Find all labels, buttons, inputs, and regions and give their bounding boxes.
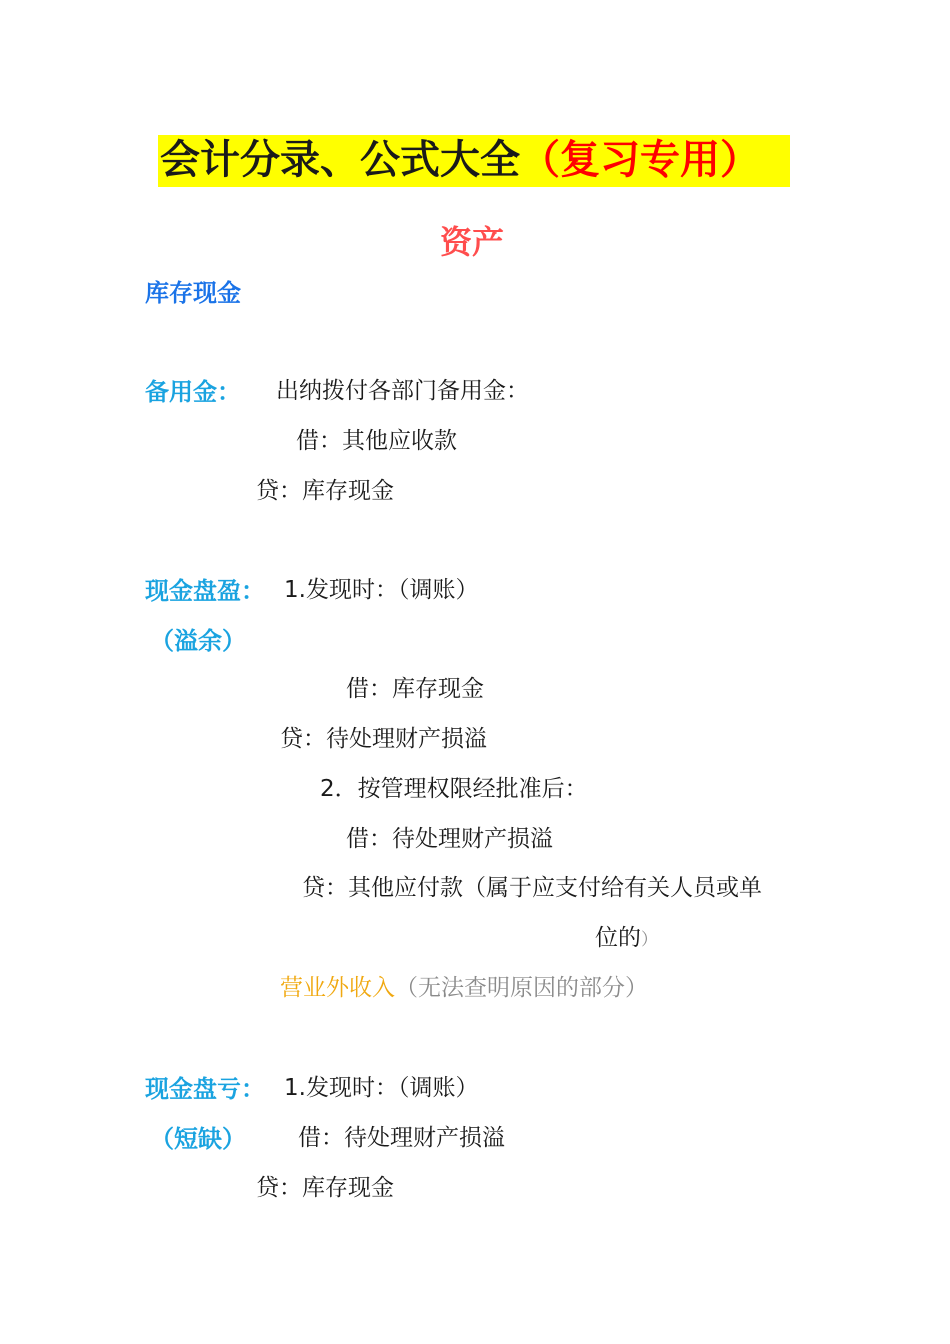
cash-surplus-step2-credit: 贷：其他应付款（属于应支付给有关人员或单 [302, 875, 762, 901]
cash-shortage-step1-debit: 借：待处理财产损溢 [298, 1125, 505, 1151]
cash-surplus-step1: 1.发现时：（调账） [284, 577, 479, 603]
title-main-text: 会计分录、公式大全 [160, 137, 520, 183]
other-income-label: 营业外收入 [280, 975, 395, 1001]
cash-surplus-other-income-line [280, 977, 648, 1000]
document-title [160, 137, 760, 183]
petty-cash-credit: 贷：库存现金 [256, 478, 394, 504]
other-income-note: （无法查明原因的部分） [395, 975, 648, 1001]
cash-surplus-cont-paren: ） [641, 930, 658, 950]
cash-shortage-step1-credit: 贷：库存现金 [256, 1175, 394, 1201]
section-title: 资产 [440, 223, 505, 261]
cash-surplus-cont-text: 位的 [595, 925, 641, 951]
cash-surplus-label: 现金盘盈： [145, 577, 265, 605]
cash-surplus-step2-credit-cont [595, 927, 658, 950]
petty-cash-label: 备用金： [145, 378, 241, 406]
cash-surplus-step1-debit: 借：库存现金 [346, 676, 484, 702]
petty-cash-debit: 借：其他应收款 [296, 428, 457, 454]
cash-surplus-step1-credit: 贷：待处理财产损溢 [280, 726, 487, 752]
title-paren-text: （复习专用） [520, 137, 760, 183]
cash-shortage-sublabel: （短缺） [150, 1125, 246, 1153]
cash-shortage-label: 现金盘亏： [145, 1075, 265, 1103]
cash-surplus-sublabel: （溢余） [150, 627, 246, 655]
cash-surplus-step2-debit: 借：待处理财产损溢 [346, 826, 553, 852]
petty-cash-desc: 出纳拨付各部门备用金： [276, 378, 529, 404]
cash-shortage-step1: 1.发现时：（调账） [284, 1075, 479, 1101]
cash-surplus-step2: 2．按管理权限经批准后： [320, 776, 588, 802]
cash-heading: 库存现金 [145, 279, 241, 307]
